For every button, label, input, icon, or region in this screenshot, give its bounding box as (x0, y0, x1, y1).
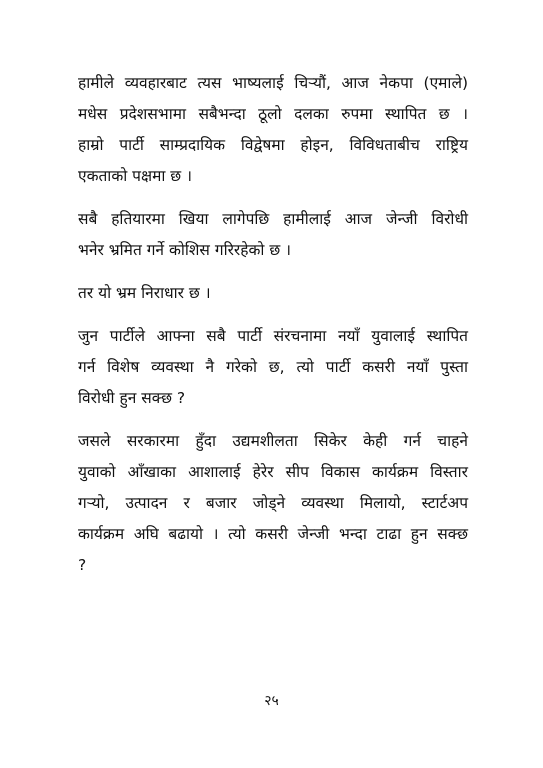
text-line: जसले सरकारमा हुँदा उद्यमशीलता सिकेर केही गर्न चाहने (78, 432, 468, 450)
paragraph-1 (78, 68, 468, 192)
text-line: मधेस प्रदेशसभामा सबैभन्दा ठूलो दलका रुपमा स्थापित छ । (78, 105, 468, 123)
text-line: गर्न विशेष व्यवस्था नै गरेको छ, त्यो पार्टी कसरी नयाँ पुस्ता (78, 358, 468, 376)
paragraph-2 (78, 204, 468, 266)
text-line: तर यो भ्रम निराधार छ । (78, 284, 211, 302)
text-line: हाम्रो पार्टी साम्प्रदायिक विद्वेषमा होइन, विविधताबीच राष्ट्रिय (78, 136, 468, 154)
paragraph-3 (78, 278, 468, 309)
text-line: ? (78, 556, 87, 574)
text-line: विरोधी हुन सक्छ ? (78, 389, 186, 407)
text-line: जुन पार्टीले आफ्ना सबै पार्टी संरचनामा नयाँ युवालाई स्थापित (78, 327, 468, 345)
body-text (78, 68, 468, 593)
text-line: भनेर भ्रमित गर्ने कोशिस गरिरहेको छ । (78, 241, 292, 259)
paragraph-4 (78, 321, 468, 414)
paragraph-5 (78, 426, 468, 581)
text-line: एकताको पक्षमा छ । (78, 167, 192, 185)
text-line: सबै हतियारमा खिया लागेपछि हामीलाई आज जेन्जी विरोधी (78, 210, 468, 228)
text-line: गऱ्यो, उत्पादन र बजार जोड्ने व्यवस्था मिलायो, स्टार्टअप (78, 494, 468, 512)
page-number: २५ (264, 693, 279, 709)
text-line: हामीले व्यवहारबाट त्यस भाष्यलाई चिऱ्यौं, आज नेकपा (एमाले) (78, 74, 468, 92)
text-line: युवाको आँखाका आशालाई हेरेर सीप विकास कार्यक्रम विस्तार (78, 463, 468, 481)
text-line: कार्यक्रम अघि बढायो । त्यो कसरी जेन्जी भन्दा टाढा हुन सक्छ (78, 525, 468, 543)
